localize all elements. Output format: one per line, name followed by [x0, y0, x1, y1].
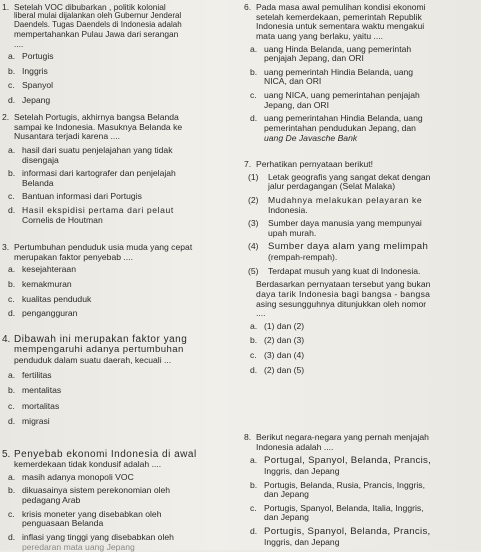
option-c[interactable]: c. uang NICA, uang pemerintahan penjajah Jepang, dan ORI — [250, 90, 420, 110]
option-a[interactable]: a. Portugal, Spanyol, Belanda, Prancis, Inggris, dan Jepang — [250, 455, 432, 476]
option-b[interactable]: b. uang pemerintah Hindia Belanda, uang NICA, dan ORI — [250, 66, 414, 87]
option-c[interactable]: c. Spanyol — [8, 80, 54, 91]
option-c[interactable]: c. kualitas penduduk — [8, 293, 92, 304]
option-b[interactable]: b. Portugis, Belanda, Rusia, Prancis, Inggris, dan Jepang — [250, 479, 425, 500]
option-a[interactable]: a. uang Hinda Belanda, uang pemerintah penjajah Jepang, dan ORI — [250, 43, 412, 64]
option-a[interactable]: a. kesejahteraan — [8, 264, 76, 275]
option-d[interactable]: d. (2) dan (5) — [250, 364, 305, 375]
statement-4: (4) Sumber daya alam yang melimpah (rempah-rempah). — [248, 241, 429, 263]
option-a[interactable]: a. hasil dari suatu penjelajahan yang tidak disengaja — [8, 144, 173, 165]
option-d[interactable]: d. migrasi — [8, 416, 50, 427]
question-1 — [2, 3, 238, 106]
option-d[interactable]: d. inflasi yang tinggi yang disebabkan oleh peredaran mata uang Jepang — [8, 531, 174, 552]
question-text: Pertumbuhan penduduk usia muda yang cepat merupakan faktor penyebab .... — [14, 242, 193, 262]
question-text: Berikut negara-negara yang pernah menjajah Indonesia adalah .... — [256, 432, 429, 452]
option-a[interactable]: a. masih adanya monopoli VOC — [8, 471, 134, 482]
question-8 — [244, 433, 478, 547]
option-b[interactable]: b. dikuasainya sistem perekonomian oleh pedagang Arab — [8, 485, 171, 506]
question-number: 7. — [244, 159, 252, 169]
option-b[interactable]: b. Inggris — [8, 65, 48, 76]
question-number: 3. — [2, 242, 10, 252]
statement-5: (5) Terdapat musuh yang kuat di Indonesia. — [248, 265, 421, 276]
question-text: Dibawah ini merupakan faktor yang mempengaruhi adanya pertumbuhan penduduk dalam suatu daerah, kecuali ... — [14, 334, 188, 365]
question-followup: Berdasarkan pernyataan tersebut yang bukan daya tarik Indonesia bagi bangsa - bangsa asing sesungguhnya ditunjukkan oleh nomor .... — [256, 279, 431, 319]
option-c[interactable]: c. Bantuan informasi dari Portugis — [8, 191, 142, 202]
question-text: Setelah VOC dibubarkan , politik kolonial liberal mulai dijalankan oleh Gubernur Jenderal Daendels. Tugas Daendels di Indonesia adalah mempertahankan Pulau Jawa dari serangan .... — [14, 2, 182, 49]
question-6 — [244, 3, 478, 143]
option-b[interactable]: b. mentalitas — [8, 385, 62, 396]
question-number: 2. — [2, 112, 10, 122]
option-b[interactable]: b. informasi dari kartografer dan penjelajah Belanda — [8, 168, 176, 188]
option-d[interactable]: d. Portugis, Spanyol, Belanda, Prancis, Inggris, dan Jepang — [250, 526, 431, 547]
option-d[interactable]: d. uang pemerintahan Hindia Belanda, uang pemerintahan pendudukan Jepang, dan uang De Javasche Bank — [250, 113, 423, 143]
question-number: 5. — [2, 449, 11, 460]
option-d[interactable]: d. Jepang — [8, 95, 51, 105]
option-a[interactable]: a. fertilitas — [8, 369, 52, 380]
question-number: 8. — [244, 432, 252, 442]
question-text: Penyebab ekonomi Indonesia di awal kemerdekaan tidak kondusif adalah .... — [14, 449, 197, 470]
question-2 — [2, 113, 238, 225]
option-c[interactable]: c. (3) dan (4) — [250, 350, 305, 361]
question-4 — [2, 334, 238, 427]
option-c[interactable]: c. krisis moneter yang disebabkan oleh penguasaan Belanda — [8, 508, 162, 529]
question-text: Perhatikan pernyataan berikut! — [256, 159, 374, 169]
option-d[interactable]: d. Hasil ekspidisi pertama dari pelaut Cornelis de Houtman — [8, 205, 174, 225]
question-number: 1. — [2, 2, 10, 12]
option-b[interactable]: b. (2) dan (3) — [250, 335, 305, 346]
option-a[interactable]: a. Portugis — [8, 51, 54, 62]
option-c[interactable]: c. Portugis, Spanyol, Belanda, Italia, Inggris, dan Jepang — [250, 502, 424, 523]
question-7 — [244, 160, 478, 375]
option-d[interactable]: d. pengangguran — [8, 308, 78, 319]
statement-3: (3) Sumber daya manusia yang mempunyai upah murah. — [248, 218, 422, 238]
option-c[interactable]: c. mortalitas — [8, 400, 60, 411]
statement-2: (2) Mudahnya melakukan pelayaran ke Indonesia. — [248, 194, 423, 215]
question-number: 6. — [244, 2, 252, 12]
option-a[interactable]: a. (1) dan (2) — [250, 320, 305, 331]
question-text: Setelah Portugis, akhirnya bangsa Belanda sampai ke Indonesia. Masuknya Belanda ke Nusantara terjadi karena .... — [14, 112, 183, 142]
question-number: 4. — [2, 334, 11, 345]
question-3 — [2, 243, 238, 319]
question-5 — [2, 449, 238, 552]
statement-1: (1) Letak geografis yang sangat dekat dengan jalur perdagangan (Selat Malaka) — [248, 171, 431, 192]
question-text: Pada masa awal pemulihan kondisi ekonomi setelah kemerdekaan, pemerintah Republik Indonesia untuk sementara waktu mengakui mata uang yang berlaku, yaitu .... — [256, 2, 426, 41]
option-b[interactable]: b. kemakmuran — [8, 278, 72, 289]
